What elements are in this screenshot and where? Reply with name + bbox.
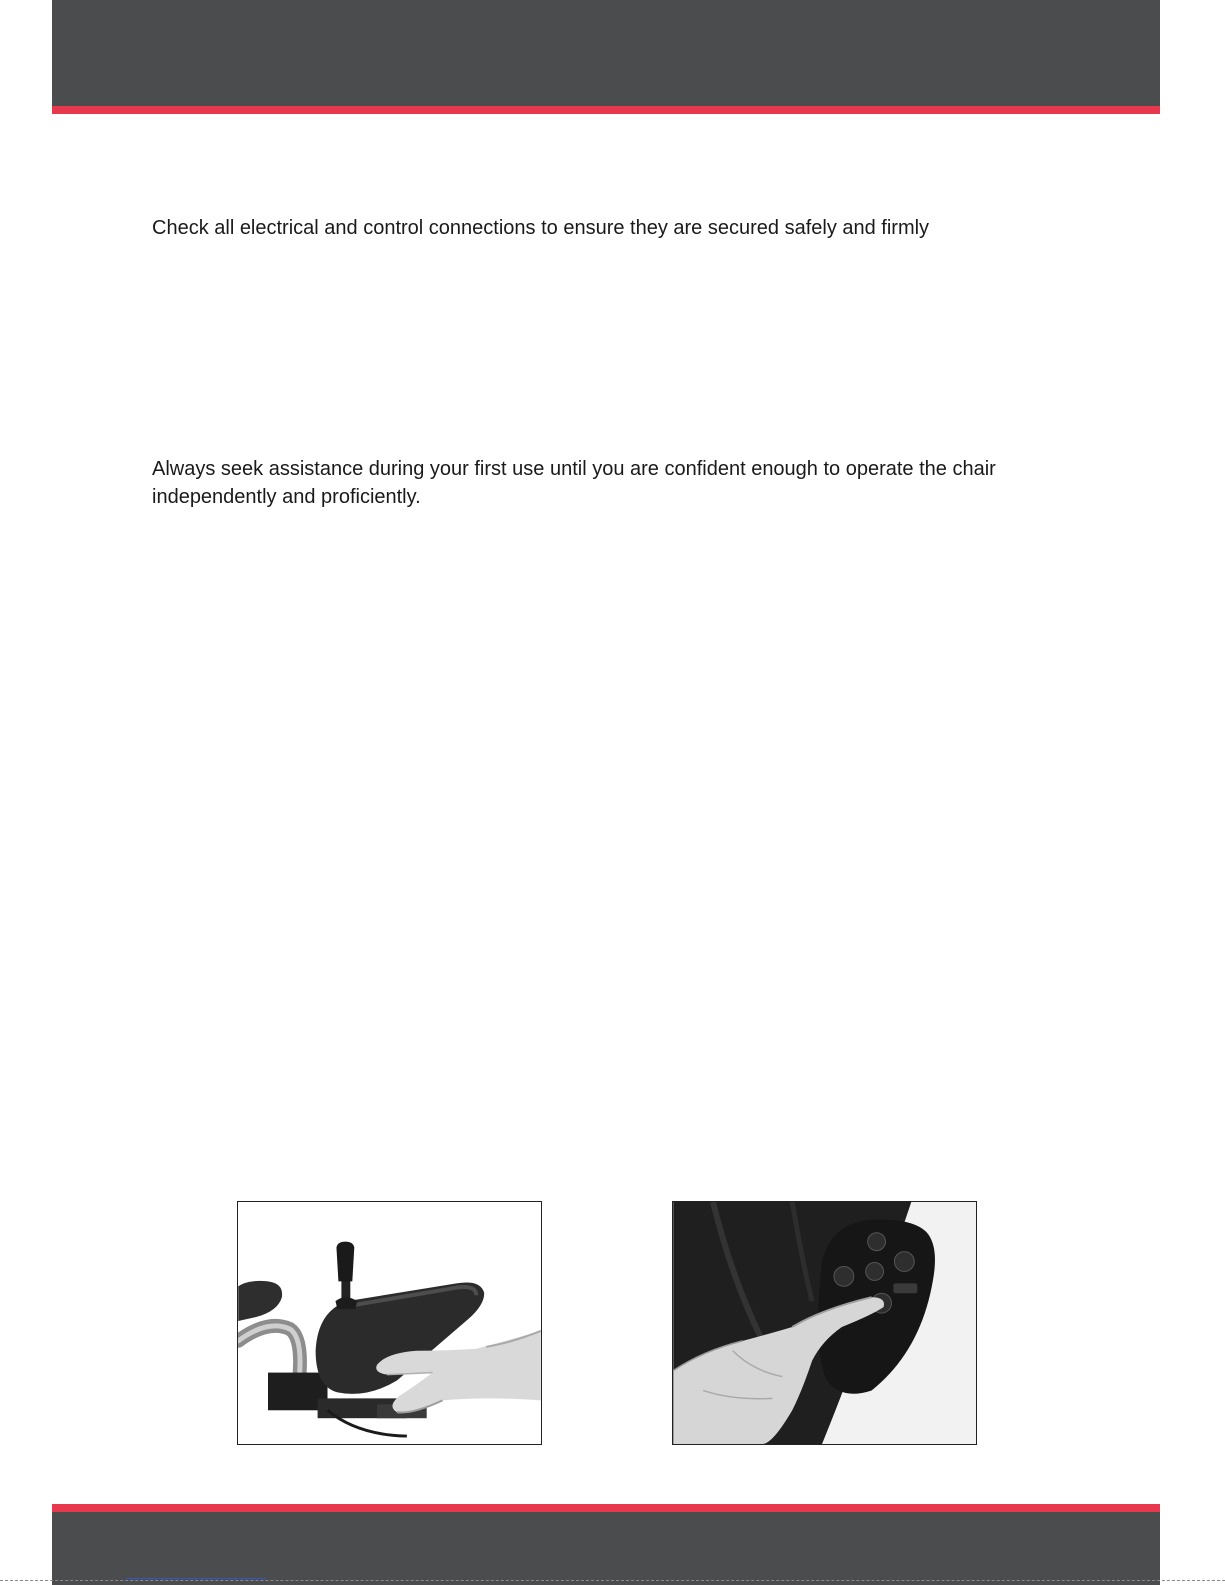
attendant-control-photo [672, 1201, 977, 1445]
header-band [52, 0, 1160, 106]
page-cut-line [0, 1580, 1225, 1581]
footer-accent-stripe [52, 1504, 1160, 1512]
joystick-controller-photo [237, 1201, 542, 1445]
footer-band [52, 1512, 1160, 1585]
header-accent-stripe [52, 106, 1160, 114]
footer-link-underline [126, 1578, 266, 1579]
paragraph-check-connections: Check all electrical and control connections to ensure they are secured safely and firmly [152, 217, 930, 239]
paragraph-seek-assistance: Always seek assistance during your first use until you are confident enough to operate the chair independently and proficiently. [152, 458, 996, 508]
